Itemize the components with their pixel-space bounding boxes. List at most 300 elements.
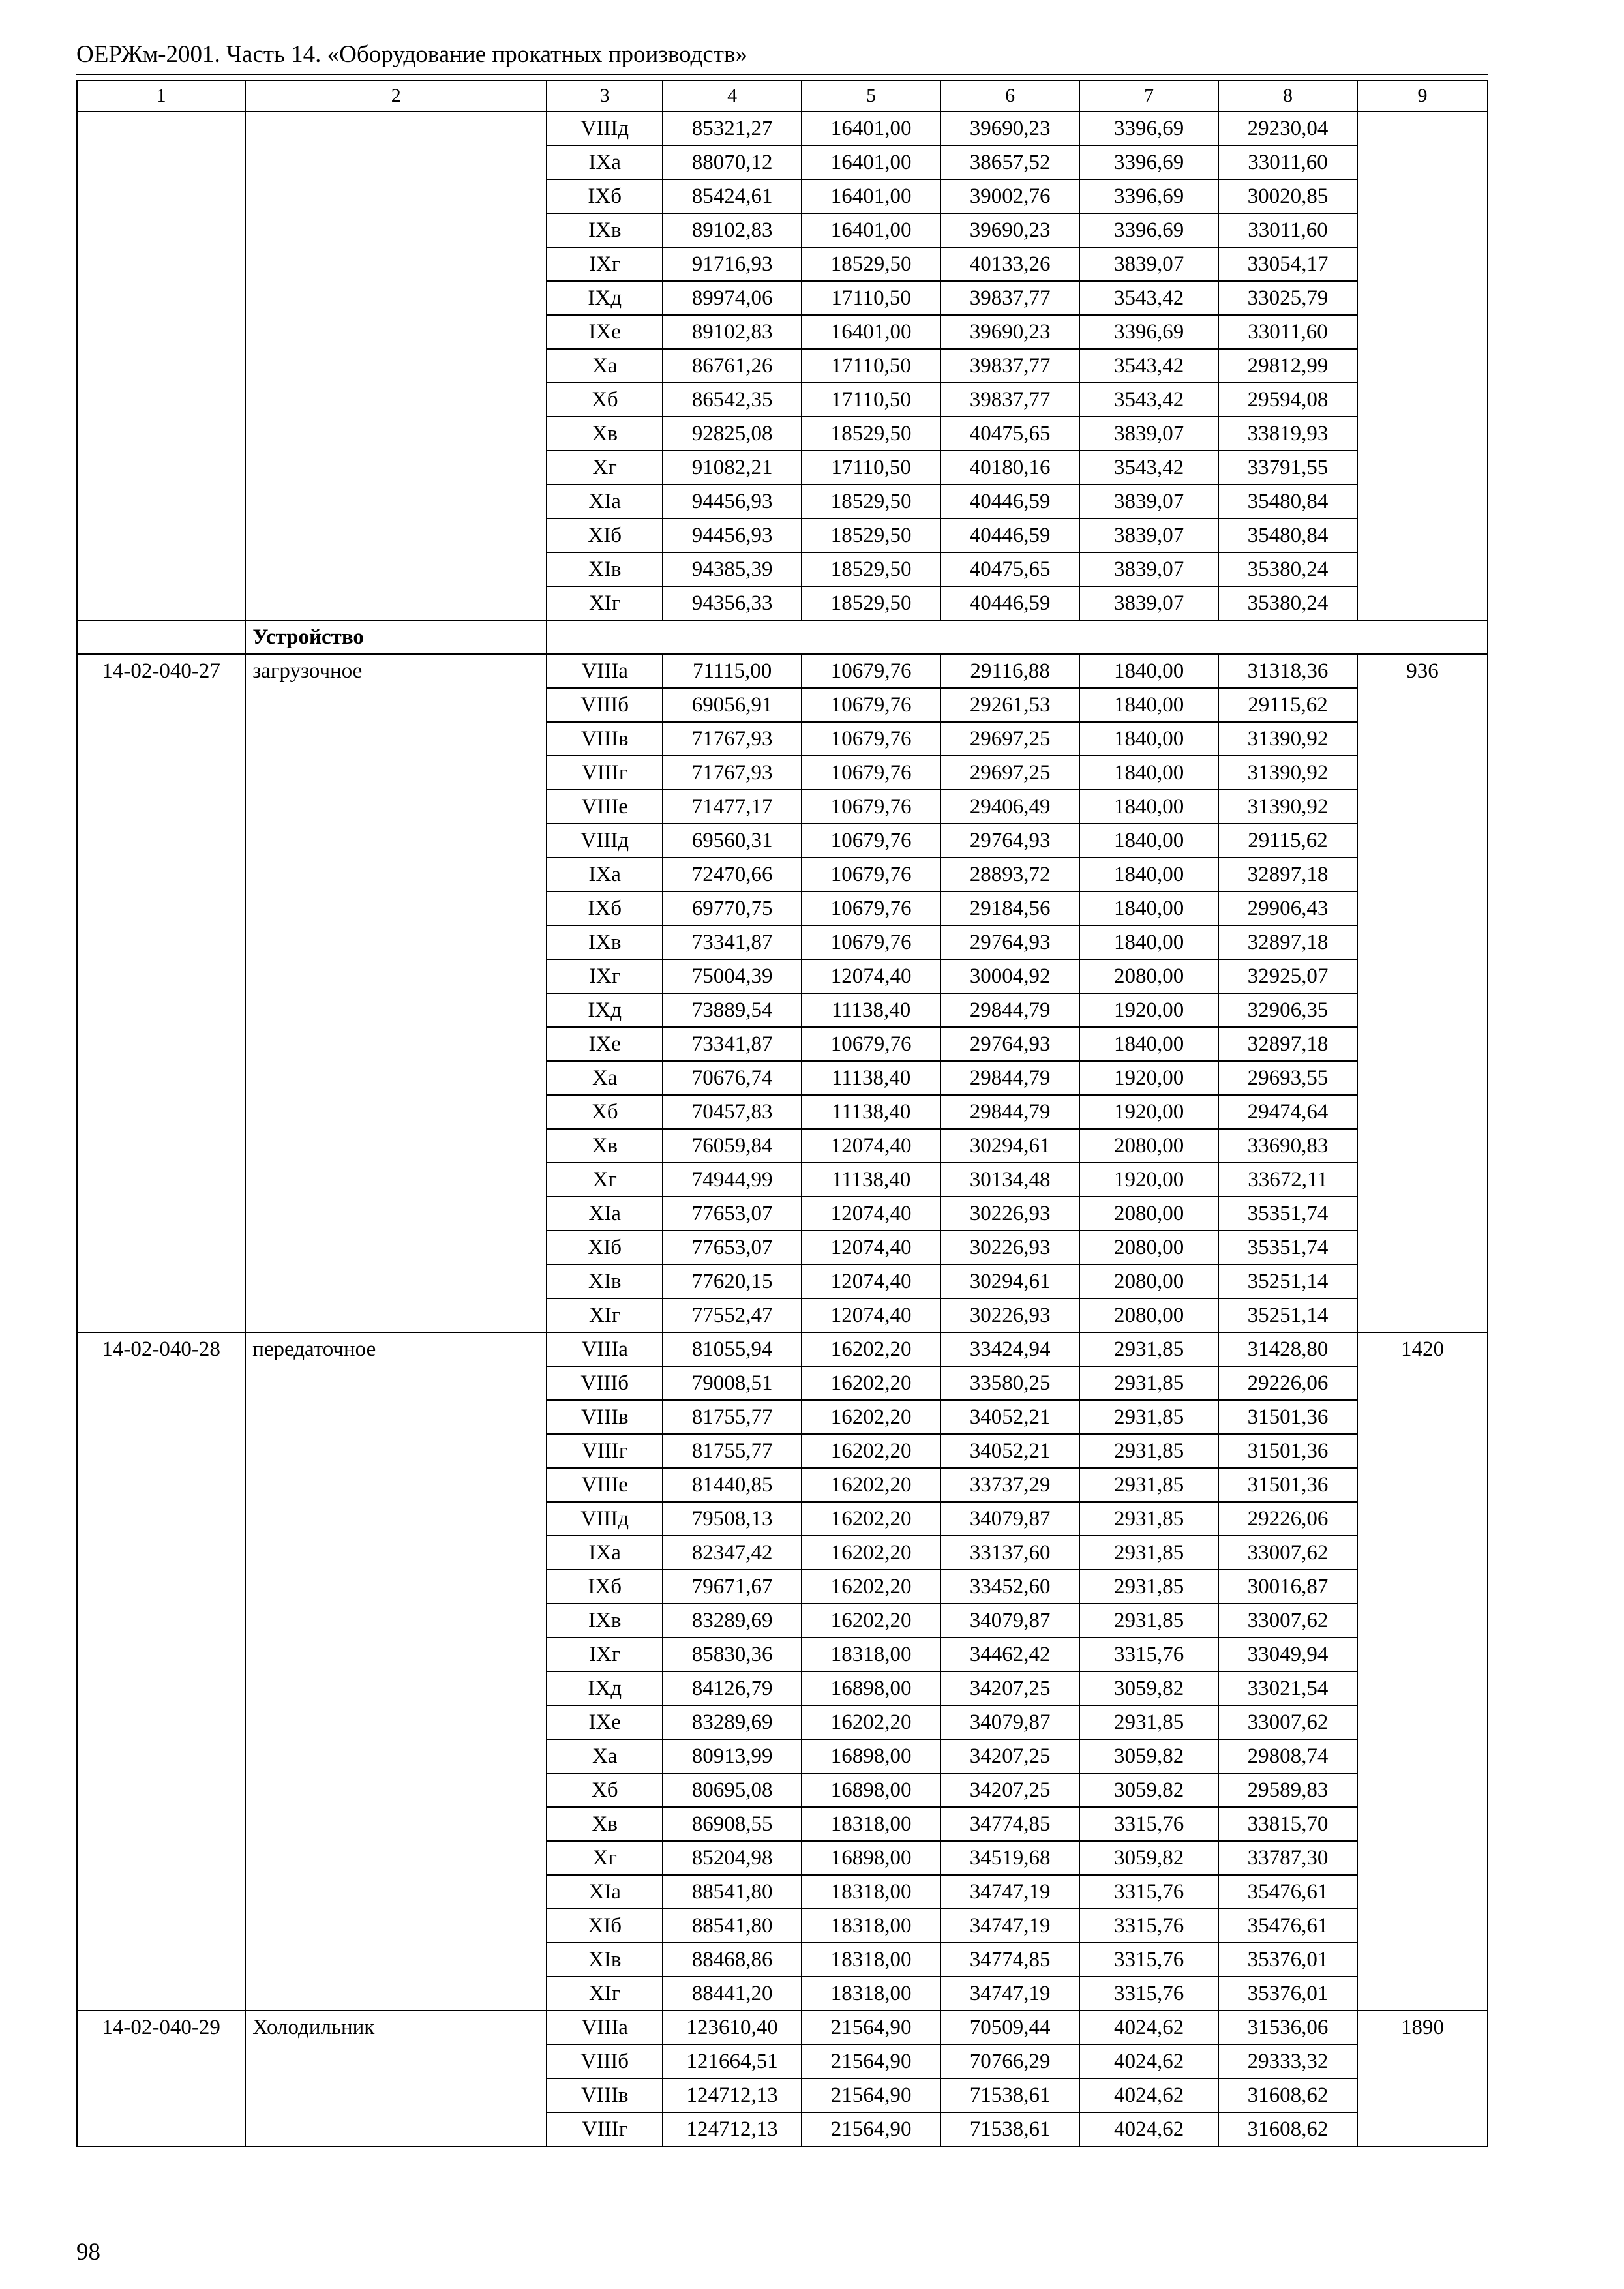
value-cell: 34747,19 xyxy=(940,1977,1079,2011)
value-cell: 32897,18 xyxy=(1218,925,1357,959)
table-row xyxy=(77,1332,1488,1366)
value-cell: 3839,07 xyxy=(1079,247,1218,281)
value-cell: 29230,04 xyxy=(1218,112,1357,145)
value-cell: 38657,52 xyxy=(940,145,1079,179)
class-cell: IXд xyxy=(547,993,663,1027)
value-cell: 76059,84 xyxy=(663,1129,802,1163)
value-cell: 16898,00 xyxy=(802,1773,940,1807)
code-cell xyxy=(77,620,245,654)
value-cell: 39690,23 xyxy=(940,315,1079,349)
value-cell: 4024,62 xyxy=(1079,2044,1218,2078)
value-cell: 28893,72 xyxy=(940,858,1079,891)
value-cell: 34207,25 xyxy=(940,1671,1079,1705)
column-number: 7 xyxy=(1079,80,1218,112)
value-cell: 2931,85 xyxy=(1079,1332,1218,1366)
page-header-title: ОЕРЖм-2001. Часть 14. «Оборудование прокатных производств» xyxy=(76,41,747,68)
value-cell: 85830,36 xyxy=(663,1638,802,1671)
value-cell: 1840,00 xyxy=(1079,858,1218,891)
value-cell: 1840,00 xyxy=(1079,891,1218,925)
value-cell: 1840,00 xyxy=(1079,756,1218,790)
value-cell: 34774,85 xyxy=(940,1943,1079,1977)
value-cell: 29764,93 xyxy=(940,1027,1079,1061)
group-title-row xyxy=(77,620,1488,654)
value-cell: 3315,76 xyxy=(1079,1977,1218,2011)
value-cell: 88541,80 xyxy=(663,1875,802,1909)
value-cell: 73889,54 xyxy=(663,993,802,1027)
value-cell: 39837,77 xyxy=(940,383,1079,417)
value-cell: 1920,00 xyxy=(1079,1163,1218,1197)
column-number: 8 xyxy=(1218,80,1357,112)
value-cell: 35480,84 xyxy=(1218,485,1357,518)
value-cell: 2931,85 xyxy=(1079,1502,1218,1536)
value-cell: 31536,06 xyxy=(1218,2011,1357,2044)
value-cell: 16202,20 xyxy=(802,1400,940,1434)
value-cell: 40133,26 xyxy=(940,247,1079,281)
value-cell: 33054,17 xyxy=(1218,247,1357,281)
value-cell: 32925,07 xyxy=(1218,959,1357,993)
value-cell: 33137,60 xyxy=(940,1536,1079,1570)
value-cell: 10679,76 xyxy=(802,891,940,925)
col9-cell: 1420 xyxy=(1357,1332,1488,2011)
value-cell: 34079,87 xyxy=(940,1705,1079,1739)
class-cell: VIIIб xyxy=(547,688,663,722)
value-cell: 71538,61 xyxy=(940,2078,1079,2112)
value-cell: 33007,62 xyxy=(1218,1705,1357,1739)
column-number-row xyxy=(77,80,1488,112)
class-cell: VIIIа xyxy=(547,654,663,688)
value-cell: 71767,93 xyxy=(663,722,802,756)
value-cell: 3315,76 xyxy=(1079,1875,1218,1909)
class-cell: VIIIв xyxy=(547,2078,663,2112)
value-cell: 88468,86 xyxy=(663,1943,802,1977)
value-cell: 11138,40 xyxy=(802,1061,940,1095)
value-cell: 39837,77 xyxy=(940,281,1079,315)
name-cell: загрузочное xyxy=(245,654,547,1332)
value-cell: 18529,50 xyxy=(802,247,940,281)
value-cell: 3543,42 xyxy=(1079,383,1218,417)
value-cell: 29115,62 xyxy=(1218,824,1357,858)
value-cell: 21564,90 xyxy=(802,2078,940,2112)
value-cell: 30020,85 xyxy=(1218,179,1357,213)
value-cell: 39690,23 xyxy=(940,213,1079,247)
class-cell: IXв xyxy=(547,213,663,247)
class-cell: XIа xyxy=(547,485,663,518)
value-cell: 34747,19 xyxy=(940,1909,1079,1943)
value-cell: 70766,29 xyxy=(940,2044,1079,2078)
value-cell: 85204,98 xyxy=(663,1841,802,1875)
value-cell: 40180,16 xyxy=(940,451,1079,485)
class-cell: VIIIв xyxy=(547,1400,663,1434)
value-cell: 3839,07 xyxy=(1079,552,1218,586)
value-cell: 3839,07 xyxy=(1079,518,1218,552)
value-cell: 30226,93 xyxy=(940,1197,1079,1231)
value-cell: 33049,94 xyxy=(1218,1638,1357,1671)
rates-table xyxy=(76,80,1488,2147)
value-cell: 2931,85 xyxy=(1079,1604,1218,1638)
value-cell: 29812,99 xyxy=(1218,349,1357,383)
value-cell: 12074,40 xyxy=(802,1197,940,1231)
value-cell: 81755,77 xyxy=(663,1400,802,1434)
column-number: 6 xyxy=(940,80,1079,112)
value-cell: 10679,76 xyxy=(802,824,940,858)
class-cell: IXд xyxy=(547,281,663,315)
value-cell: 2080,00 xyxy=(1079,1231,1218,1264)
value-cell: 33815,70 xyxy=(1218,1807,1357,1841)
value-cell: 11138,40 xyxy=(802,993,940,1027)
value-cell: 39690,23 xyxy=(940,112,1079,145)
value-cell: 1920,00 xyxy=(1079,1061,1218,1095)
value-cell: 77552,47 xyxy=(663,1298,802,1332)
value-cell: 73341,87 xyxy=(663,925,802,959)
class-cell: XIв xyxy=(547,1943,663,1977)
value-cell: 4024,62 xyxy=(1079,2078,1218,2112)
value-cell: 77653,07 xyxy=(663,1197,802,1231)
class-cell: VIIIа xyxy=(547,2011,663,2044)
value-cell: 18529,50 xyxy=(802,586,940,620)
value-cell: 21564,90 xyxy=(802,2011,940,2044)
value-cell: 29764,93 xyxy=(940,925,1079,959)
value-cell: 16401,00 xyxy=(802,179,940,213)
value-cell: 16202,20 xyxy=(802,1366,940,1400)
class-cell: IXе xyxy=(547,1027,663,1061)
value-cell: 29693,55 xyxy=(1218,1061,1357,1095)
value-cell: 33011,60 xyxy=(1218,213,1357,247)
value-cell: 121664,51 xyxy=(663,2044,802,2078)
code-cell xyxy=(77,112,245,620)
value-cell: 29844,79 xyxy=(940,1061,1079,1095)
value-cell: 84126,79 xyxy=(663,1671,802,1705)
value-cell: 11138,40 xyxy=(802,1095,940,1129)
class-cell: IXе xyxy=(547,315,663,349)
class-cell: VIIIд xyxy=(547,824,663,858)
col9-cell: 1890 xyxy=(1357,2011,1488,2146)
column-number: 3 xyxy=(547,80,663,112)
value-cell: 1840,00 xyxy=(1079,688,1218,722)
value-cell: 35380,24 xyxy=(1218,552,1357,586)
value-cell: 123610,40 xyxy=(663,2011,802,2044)
value-cell: 16202,20 xyxy=(802,1332,940,1366)
value-cell: 31428,80 xyxy=(1218,1332,1357,1366)
value-cell: 35476,61 xyxy=(1218,1909,1357,1943)
value-cell: 34747,19 xyxy=(940,1875,1079,1909)
value-cell: 69770,75 xyxy=(663,891,802,925)
code-cell: 14-02-040-27 xyxy=(77,654,245,1332)
value-cell: 30226,93 xyxy=(940,1298,1079,1332)
value-cell: 34052,21 xyxy=(940,1400,1079,1434)
value-cell: 40446,59 xyxy=(940,485,1079,518)
value-cell: 16202,20 xyxy=(802,1604,940,1638)
value-cell: 3396,69 xyxy=(1079,179,1218,213)
value-cell: 39837,77 xyxy=(940,349,1079,383)
value-cell: 69560,31 xyxy=(663,824,802,858)
value-cell: 29474,64 xyxy=(1218,1095,1357,1129)
value-cell: 33025,79 xyxy=(1218,281,1357,315)
value-cell: 86542,35 xyxy=(663,383,802,417)
value-cell: 30134,48 xyxy=(940,1163,1079,1197)
value-cell: 16401,00 xyxy=(802,213,940,247)
value-cell: 10679,76 xyxy=(802,654,940,688)
value-cell: 77620,15 xyxy=(663,1264,802,1298)
value-cell: 3059,82 xyxy=(1079,1671,1218,1705)
class-cell: VIIIд xyxy=(547,1502,663,1536)
column-number: 1 xyxy=(77,80,245,112)
value-cell: 18529,50 xyxy=(802,485,940,518)
value-cell: 1840,00 xyxy=(1079,654,1218,688)
value-cell: 29589,83 xyxy=(1218,1773,1357,1807)
value-cell: 12074,40 xyxy=(802,1231,940,1264)
class-cell: VIIIг xyxy=(547,756,663,790)
class-cell: VIIIе xyxy=(547,1468,663,1502)
value-cell: 18318,00 xyxy=(802,1977,940,2011)
value-cell: 29697,25 xyxy=(940,722,1079,756)
value-cell: 29115,62 xyxy=(1218,688,1357,722)
value-cell: 4024,62 xyxy=(1079,2112,1218,2146)
class-cell: VIIIб xyxy=(547,1366,663,1400)
value-cell: 16202,20 xyxy=(802,1536,940,1570)
value-cell: 33819,93 xyxy=(1218,417,1357,451)
class-cell: Xг xyxy=(547,451,663,485)
value-cell: 35480,84 xyxy=(1218,518,1357,552)
value-cell: 17110,50 xyxy=(802,451,940,485)
value-cell: 81055,94 xyxy=(663,1332,802,1366)
class-cell: XIб xyxy=(547,1231,663,1264)
class-cell: XIг xyxy=(547,586,663,620)
col9-cell: 936 xyxy=(1357,654,1488,1332)
class-cell: Xб xyxy=(547,383,663,417)
value-cell: 4024,62 xyxy=(1079,2011,1218,2044)
value-cell: 30294,61 xyxy=(940,1129,1079,1163)
value-cell: 16401,00 xyxy=(802,315,940,349)
value-cell: 16202,20 xyxy=(802,1502,940,1536)
value-cell: 35376,01 xyxy=(1218,1943,1357,1977)
value-cell: 12074,40 xyxy=(802,959,940,993)
value-cell: 88541,80 xyxy=(663,1909,802,1943)
value-cell: 40475,65 xyxy=(940,417,1079,451)
value-cell: 71477,17 xyxy=(663,790,802,824)
value-cell: 2931,85 xyxy=(1079,1366,1218,1400)
value-cell: 10679,76 xyxy=(802,925,940,959)
value-cell: 3396,69 xyxy=(1079,315,1218,349)
code-cell: 14-02-040-29 xyxy=(77,2011,245,2146)
value-cell: 124712,13 xyxy=(663,2078,802,2112)
value-cell: 31390,92 xyxy=(1218,722,1357,756)
value-cell: 3839,07 xyxy=(1079,586,1218,620)
value-cell: 94456,93 xyxy=(663,485,802,518)
class-cell: Xв xyxy=(547,417,663,451)
value-cell: 29906,43 xyxy=(1218,891,1357,925)
value-cell: 31501,36 xyxy=(1218,1468,1357,1502)
value-cell: 31318,36 xyxy=(1218,654,1357,688)
value-cell: 29844,79 xyxy=(940,993,1079,1027)
value-cell: 34774,85 xyxy=(940,1807,1079,1841)
value-cell: 34207,25 xyxy=(940,1773,1079,1807)
value-cell: 89974,06 xyxy=(663,281,802,315)
value-cell: 2931,85 xyxy=(1079,1434,1218,1468)
value-cell: 1840,00 xyxy=(1079,722,1218,756)
value-cell: 17110,50 xyxy=(802,349,940,383)
value-cell: 71538,61 xyxy=(940,2112,1079,2146)
value-cell: 34207,25 xyxy=(940,1739,1079,1773)
value-cell: 16202,20 xyxy=(802,1705,940,1739)
value-cell: 10679,76 xyxy=(802,1027,940,1061)
value-cell: 3543,42 xyxy=(1079,281,1218,315)
class-cell: VIIIг xyxy=(547,1434,663,1468)
class-cell: VIIIд xyxy=(547,112,663,145)
class-cell: IXг xyxy=(547,1638,663,1671)
value-cell: 34462,42 xyxy=(940,1638,1079,1671)
value-cell: 31390,92 xyxy=(1218,756,1357,790)
value-cell: 77653,07 xyxy=(663,1231,802,1264)
table-row xyxy=(77,2011,1488,2044)
value-cell: 89102,83 xyxy=(663,213,802,247)
value-cell: 71767,93 xyxy=(663,756,802,790)
value-cell: 1920,00 xyxy=(1079,1095,1218,1129)
value-cell: 34079,87 xyxy=(940,1604,1079,1638)
value-cell: 89102,83 xyxy=(663,315,802,349)
value-cell: 11138,40 xyxy=(802,1163,940,1197)
class-cell: XIв xyxy=(547,552,663,586)
value-cell: 18529,50 xyxy=(802,552,940,586)
value-cell: 21564,90 xyxy=(802,2044,940,2078)
class-cell: VIIIв xyxy=(547,722,663,756)
value-cell: 29184,56 xyxy=(940,891,1079,925)
class-cell: IXб xyxy=(547,179,663,213)
value-cell: 3059,82 xyxy=(1079,1841,1218,1875)
value-cell: 3839,07 xyxy=(1079,417,1218,451)
value-cell: 17110,50 xyxy=(802,383,940,417)
value-cell: 34079,87 xyxy=(940,1502,1079,1536)
value-cell: 81440,85 xyxy=(663,1468,802,1502)
value-cell: 80695,08 xyxy=(663,1773,802,1807)
value-cell: 18318,00 xyxy=(802,1875,940,1909)
value-cell: 1840,00 xyxy=(1079,790,1218,824)
value-cell: 35251,14 xyxy=(1218,1298,1357,1332)
value-cell: 29697,25 xyxy=(940,756,1079,790)
value-cell: 2931,85 xyxy=(1079,1400,1218,1434)
value-cell: 16898,00 xyxy=(802,1841,940,1875)
value-cell: 29116,88 xyxy=(940,654,1079,688)
value-cell: 34052,21 xyxy=(940,1434,1079,1468)
class-cell: IXд xyxy=(547,1671,663,1705)
class-cell: IXа xyxy=(547,1536,663,1570)
column-number: 5 xyxy=(802,80,940,112)
value-cell: 94456,93 xyxy=(663,518,802,552)
value-cell: 32897,18 xyxy=(1218,858,1357,891)
name-cell: передаточное xyxy=(245,1332,547,2011)
value-cell: 16202,20 xyxy=(802,1570,940,1604)
class-cell: IXе xyxy=(547,1705,663,1739)
value-cell: 92825,08 xyxy=(663,417,802,451)
value-cell: 2931,85 xyxy=(1079,1570,1218,1604)
value-cell: 83289,69 xyxy=(663,1604,802,1638)
value-cell: 3543,42 xyxy=(1079,451,1218,485)
value-cell: 70457,83 xyxy=(663,1095,802,1129)
value-cell: 34519,68 xyxy=(940,1841,1079,1875)
value-cell: 80913,99 xyxy=(663,1739,802,1773)
value-cell: 85321,27 xyxy=(663,112,802,145)
value-cell: 3315,76 xyxy=(1079,1638,1218,1671)
value-cell: 33787,30 xyxy=(1218,1841,1357,1875)
value-cell: 2931,85 xyxy=(1079,1705,1218,1739)
class-cell: IXа xyxy=(547,858,663,891)
value-cell: 12074,40 xyxy=(802,1129,940,1163)
value-cell: 29764,93 xyxy=(940,824,1079,858)
class-cell: Xг xyxy=(547,1841,663,1875)
value-cell: 16202,20 xyxy=(802,1434,940,1468)
table-body xyxy=(77,80,1488,2146)
value-cell: 18318,00 xyxy=(802,1943,940,1977)
col9-cell xyxy=(1357,112,1488,620)
value-cell: 33791,55 xyxy=(1218,451,1357,485)
value-cell: 16401,00 xyxy=(802,112,940,145)
value-cell: 1840,00 xyxy=(1079,1027,1218,1061)
value-cell: 29261,53 xyxy=(940,688,1079,722)
value-cell: 82347,42 xyxy=(663,1536,802,1570)
value-cell: 79008,51 xyxy=(663,1366,802,1400)
value-cell: 40446,59 xyxy=(940,518,1079,552)
value-cell: 70509,44 xyxy=(940,2011,1079,2044)
group-title: Устройство xyxy=(245,620,547,654)
value-cell: 39002,76 xyxy=(940,179,1079,213)
class-cell: Xг xyxy=(547,1163,663,1197)
value-cell: 10679,76 xyxy=(802,688,940,722)
class-cell: XIб xyxy=(547,1909,663,1943)
value-cell: 29226,06 xyxy=(1218,1502,1357,1536)
class-cell: IXа xyxy=(547,145,663,179)
value-cell: 1840,00 xyxy=(1079,925,1218,959)
value-cell: 10679,76 xyxy=(802,722,940,756)
value-cell: 35476,61 xyxy=(1218,1875,1357,1909)
class-cell: VIIIб xyxy=(547,2044,663,2078)
class-cell: XIв xyxy=(547,1264,663,1298)
value-cell: 73341,87 xyxy=(663,1027,802,1061)
value-cell: 33737,29 xyxy=(940,1468,1079,1502)
value-cell: 40475,65 xyxy=(940,552,1079,586)
column-number: 4 xyxy=(663,80,802,112)
value-cell: 17110,50 xyxy=(802,281,940,315)
class-cell: Xв xyxy=(547,1807,663,1841)
value-cell: 3315,76 xyxy=(1079,1909,1218,1943)
value-cell: 33424,94 xyxy=(940,1332,1079,1366)
table-row xyxy=(77,654,1488,688)
value-cell: 2080,00 xyxy=(1079,1197,1218,1231)
value-cell: 31501,36 xyxy=(1218,1400,1357,1434)
value-cell: 16898,00 xyxy=(802,1671,940,1705)
value-cell: 3059,82 xyxy=(1079,1739,1218,1773)
class-cell: Xв xyxy=(547,1129,663,1163)
value-cell: 12074,40 xyxy=(802,1298,940,1332)
value-cell: 81755,77 xyxy=(663,1434,802,1468)
value-cell: 33672,11 xyxy=(1218,1163,1357,1197)
value-cell: 33580,25 xyxy=(940,1366,1079,1400)
value-cell: 10679,76 xyxy=(802,756,940,790)
value-cell: 2080,00 xyxy=(1079,959,1218,993)
value-cell: 2931,85 xyxy=(1079,1536,1218,1570)
class-cell: IXб xyxy=(547,1570,663,1604)
value-cell: 35376,01 xyxy=(1218,1977,1357,2011)
value-cell: 3059,82 xyxy=(1079,1773,1218,1807)
value-cell: 3396,69 xyxy=(1079,112,1218,145)
page-number: 98 xyxy=(76,2239,100,2266)
value-cell: 31608,62 xyxy=(1218,2112,1357,2146)
value-cell: 3315,76 xyxy=(1079,1943,1218,1977)
value-cell: 79671,67 xyxy=(663,1570,802,1604)
class-cell: XIа xyxy=(547,1197,663,1231)
class-cell: XIб xyxy=(547,518,663,552)
value-cell: 69056,91 xyxy=(663,688,802,722)
value-cell: 31501,36 xyxy=(1218,1434,1357,1468)
value-cell: 1920,00 xyxy=(1079,993,1218,1027)
